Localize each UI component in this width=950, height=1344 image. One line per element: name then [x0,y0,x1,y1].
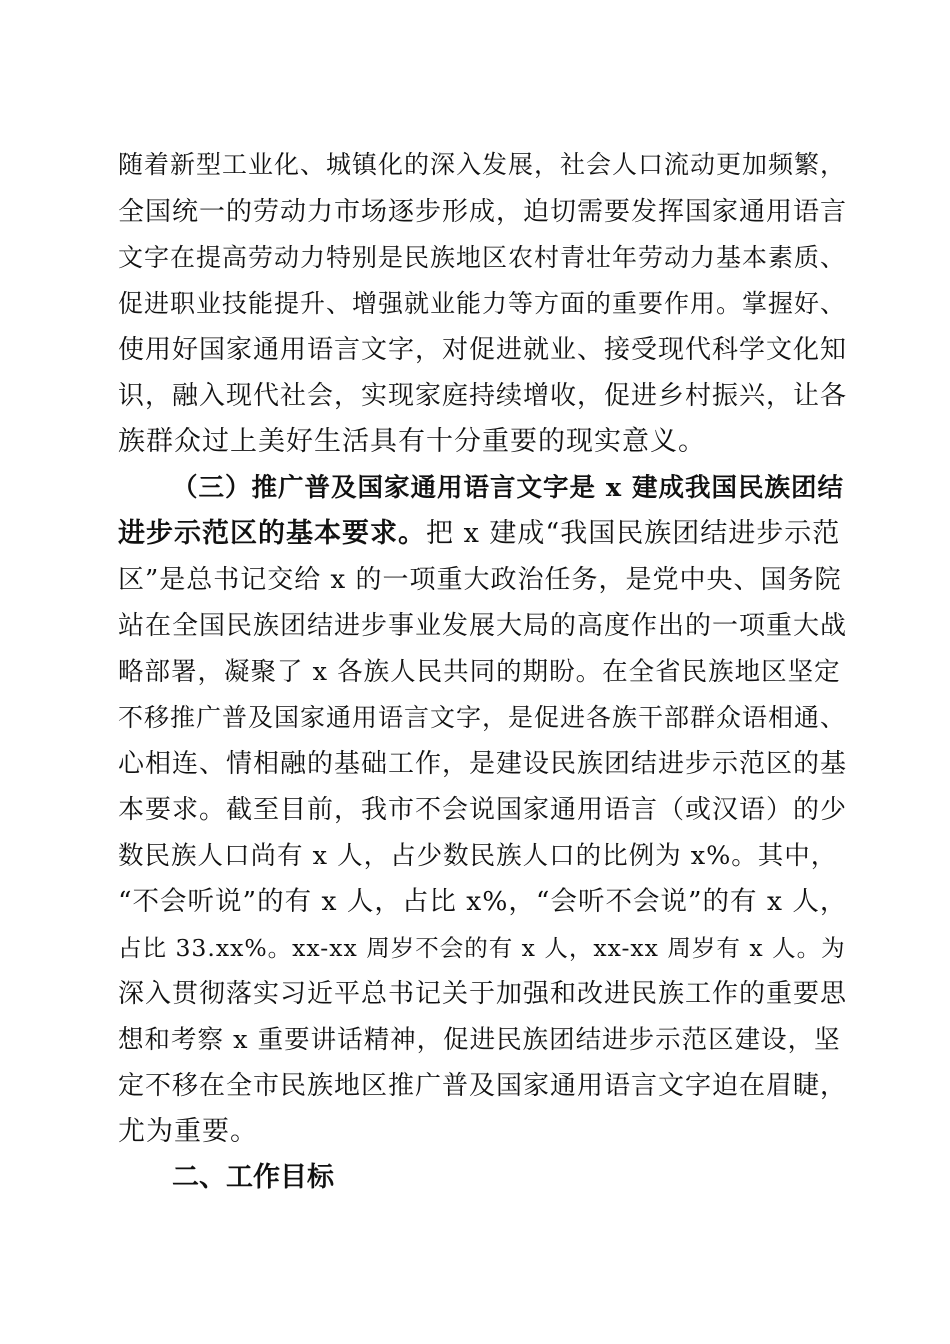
section-subheading-end: 进步示范区的基本要求。 [118,518,426,549]
section-heading: 二、工作目标 [172,1162,334,1193]
paragraph-line: 尤为重要。 [118,1116,258,1147]
paragraph-line: 心相连、情相融的基础工作，是建设民族团结进步示范区的基 [118,749,848,779]
paragraph-line: 定不移在全市民族地区推广普及国家通用语言文字迫在眉睫， [118,1071,848,1101]
paragraph-line: 文字在提高劳动力特别是民族地区农村青壮年劳动力基本素质、 [118,243,847,272]
paragraph-line: 数民族人口尚有 x 人，占少数民族人口的比例为 x%。其中， [118,841,838,871]
paragraph-line: 促进职业技能提升、增强就业能力等方面的重要作用。掌握好、 [118,289,847,318]
paragraph-line: 全国统一的劳动力市场逐步形成，迫切需要发挥国家通用语言 [118,197,848,227]
paragraph-line: 随着新型工业化、城镇化的深入发展，社会人口流动更加频繁， [118,150,847,179]
paragraph-line: 站在全国民族团结进步事业发展大局的高度作出的一项重大战 [118,611,848,641]
paragraph-line: 不移推广普及国家通用语言文字，是促进各族干部群众语相通、 [118,703,847,732]
paragraph-line: “不会听说”的有 x 人，占比 x%，“会听不会说”的有 x 人， [118,886,848,917]
paragraph-line: 区”是总书记交给 x 的一项重大政治任务，是党中央、国务院 [118,565,842,595]
paragraph-line: 族群众过上美好生活具有十分重要的现实意义。 [118,426,706,457]
paragraph-line: 想和考察 x 重要讲话精神，促进民族团结进步示范区建设，坚 [118,1025,841,1055]
paragraph-line: 使用好国家通用语言文字，对促进就业、接受现代科学文化知 [118,335,848,365]
paragraph-line: 本要求。截至目前，我市不会说国家通用语言（或汉语）的少 [118,795,848,825]
paragraph-text: 把 x 建成“我国民族团结进步示范 [426,518,841,549]
paragraph-line [118,516,840,552]
paragraph-line: 深入贯彻落实习近平总书记关于加强和改进民族工作的重要思 [118,979,848,1009]
paragraph-line: 占比 33.xx%。xx-xx 周岁不会的有 x 人，xx-xx 周岁有 x 人。为 [118,934,846,962]
paragraph-line: 识，融入现代社会，实现家庭持续增收，促进乡村振兴，让各 [118,381,848,411]
section-subheading: （三）推广普及国家通用语言文字是 x 建成我国民族团结 [172,473,844,503]
paragraph-line: 略部署，凝聚了 x 各族人民共同的期盼。在全省民族地区坚定 [118,657,841,687]
